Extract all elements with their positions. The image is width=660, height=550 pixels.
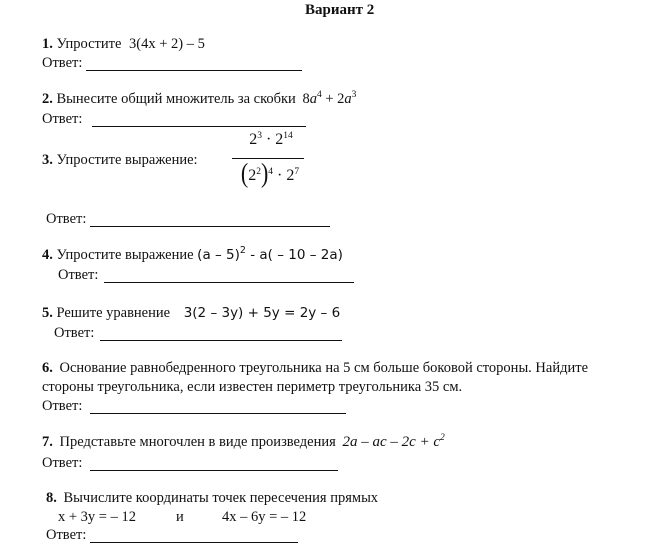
task-8 [46,490,378,507]
task-number: 7. [42,434,53,450]
task-text: Вычислите координаты точек пересечения прямых [63,490,379,506]
task-text: Упростите выражение: [56,152,198,168]
task-text: Упростите выражение [56,247,194,263]
task-text: Представьте многочлен в виде произведения [59,434,336,450]
conjunction-and: и [176,509,184,525]
task-expression: $8a^4 + 2a^3$ [302,90,357,107]
task-expression: (a – 5)$^2$ - a( – 10 – 2a) [197,245,343,263]
answer-line[interactable] [92,126,306,127]
answer-line[interactable] [104,282,354,283]
answer-label: Ответ: [46,211,87,227]
task-number: 3. [42,152,53,168]
task-number: 1. [42,36,53,52]
task-text: Решите уравнение [56,305,171,321]
task-text: Вынесите общий множитель за скобки [56,91,296,107]
task-number: 5. [42,305,53,321]
task-expression: 3(4х + 2) – 5 [129,36,205,52]
answer-label: Ответ: [42,398,83,414]
task-number: 4. [42,247,53,263]
task-number: 6. [42,360,53,376]
task-number: 8. [46,490,57,506]
task-text: Упростите [56,36,122,52]
task-6 [42,360,588,377]
answer-line[interactable] [90,413,346,414]
task-expression: 2a – ac – $2c + c^2$ [342,433,445,450]
answer-line[interactable] [90,226,330,227]
task-5 [42,305,340,322]
answer-line[interactable] [86,70,302,71]
task-expression: 3(2 – 3y) + 5y = 2y – 6 [183,305,341,321]
answer-label: Ответ: [46,527,87,543]
fraction-numerator: $2^3 \cdot 2^{14}$ [249,131,293,148]
task-number: 2. [42,91,53,107]
task-1 [42,36,205,53]
fraction-denominator: $(2^2)^4 \cdot 2^7$ [240,156,300,188]
task-4 [42,247,343,264]
task-7 [42,434,445,451]
answer-label: Ответ: [42,55,83,71]
task-text-line1: Основание равнобедренного треугольника на 5 см больше боковой стороны. Найдите [59,360,589,376]
task-2 [42,91,356,108]
task-3 [42,152,198,169]
task-text-line2: стороны треугольника, если известен периметр треугольника 35 см. [42,379,463,395]
answer-label: Ответ: [42,111,83,127]
variant-title: Вариант 2 [305,2,375,18]
answer-label: Ответ: [54,325,95,341]
answer-line[interactable] [90,470,338,471]
equation-1: x + 3y = – 12 [58,509,136,525]
answer-label: Ответ: [42,455,83,471]
equation-2: 4x – 6y = – 12 [222,509,307,525]
answer-label: Ответ: [58,267,99,283]
answer-line[interactable] [100,340,342,341]
answer-line[interactable] [90,542,298,543]
